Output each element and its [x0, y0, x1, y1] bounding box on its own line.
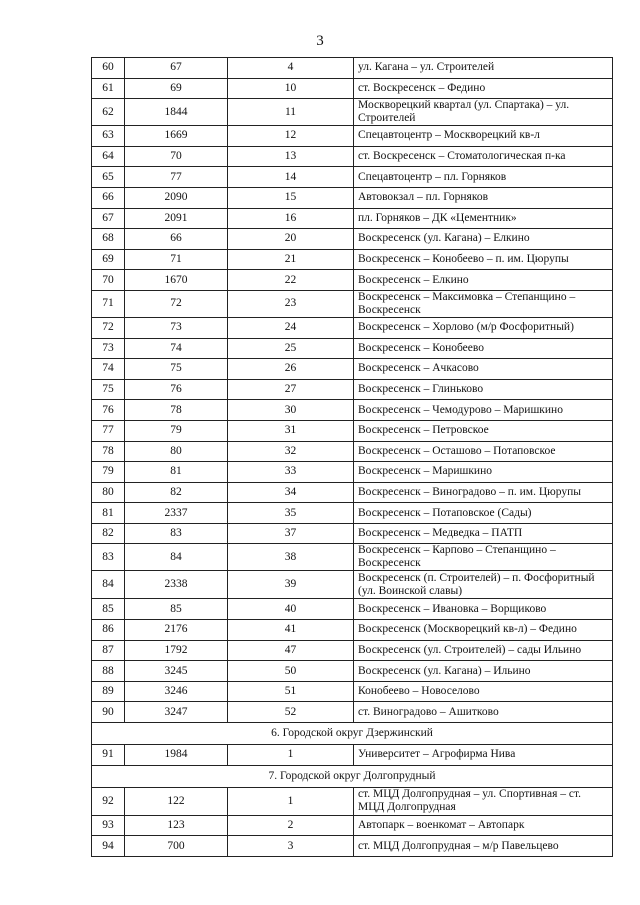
route-number-cell: 38 — [228, 544, 354, 571]
route-name-cell: Воскресенск (ул. Кагана) – Елкино — [354, 229, 613, 250]
routes-table-body — [92, 58, 613, 857]
table-row — [92, 503, 613, 524]
route-name-cell: Воскресенск – Конобеево — [354, 338, 613, 359]
registration-number-cell: 2338 — [125, 571, 228, 599]
route-number-cell: 47 — [228, 640, 354, 661]
route-number-cell: 1 — [228, 787, 354, 815]
route-name-cell: Воскресенск – Петровское — [354, 420, 613, 441]
table-row — [92, 441, 613, 462]
registration-number-cell: 75 — [125, 359, 228, 380]
registration-number-cell: 73 — [125, 317, 228, 338]
route-number-cell: 40 — [228, 599, 354, 620]
registration-number-cell: 69 — [125, 78, 228, 99]
registration-number-cell: 2337 — [125, 503, 228, 524]
route-number-cell: 51 — [228, 681, 354, 702]
route-name-cell: Спецавтоцентр – пл. Горняков — [354, 167, 613, 188]
table-row — [92, 599, 613, 620]
table-row — [92, 661, 613, 682]
route-number-cell: 50 — [228, 661, 354, 682]
row-number-cell: 85 — [92, 599, 125, 620]
table-row — [92, 187, 613, 208]
route-name-cell: пл. Горняков – ДК «Цементник» — [354, 208, 613, 229]
route-name-cell: ст. Воскресенск – Федино — [354, 78, 613, 99]
route-name-cell: Воскресенск (Москворецкий кв-л) – Федино — [354, 620, 613, 641]
registration-number-cell: 70 — [125, 146, 228, 167]
table-row — [92, 544, 613, 571]
route-number-cell: 15 — [228, 187, 354, 208]
registration-number-cell: 80 — [125, 441, 228, 462]
row-number-cell: 80 — [92, 482, 125, 503]
registration-number-cell: 1670 — [125, 270, 228, 291]
row-number-cell: 87 — [92, 640, 125, 661]
row-number-cell: 75 — [92, 379, 125, 400]
route-number-cell: 32 — [228, 441, 354, 462]
row-number-cell: 82 — [92, 523, 125, 544]
table-row — [92, 571, 613, 599]
row-number-cell: 81 — [92, 503, 125, 524]
registration-number-cell: 1792 — [125, 640, 228, 661]
table-row — [92, 815, 613, 836]
row-number-cell: 74 — [92, 359, 125, 380]
table-row — [92, 78, 613, 99]
registration-number-cell: 77 — [125, 167, 228, 188]
table-row — [92, 229, 613, 250]
row-number-cell: 77 — [92, 420, 125, 441]
registration-number-cell: 72 — [125, 290, 228, 317]
table-row — [92, 317, 613, 338]
table-row — [92, 420, 613, 441]
route-name-cell: Москворецкий квартал (ул. Спартака) – ул. Строителей — [354, 99, 613, 126]
route-name-cell: Воскресенск (п. Строителей) – п. Фосфоритный (ул. Воинской славы) — [354, 571, 613, 599]
registration-number-cell: 81 — [125, 462, 228, 483]
route-number-cell: 3 — [228, 836, 354, 857]
route-number-cell: 2 — [228, 815, 354, 836]
route-number-cell: 22 — [228, 270, 354, 291]
route-number-cell: 11 — [228, 99, 354, 126]
registration-number-cell: 1984 — [125, 745, 228, 766]
registration-number-cell: 82 — [125, 482, 228, 503]
row-number-cell: 64 — [92, 146, 125, 167]
route-number-cell: 52 — [228, 702, 354, 723]
route-name-cell: Автовокзал – пл. Горняков — [354, 187, 613, 208]
route-number-cell: 35 — [228, 503, 354, 524]
row-number-cell: 76 — [92, 400, 125, 421]
route-number-cell: 24 — [228, 317, 354, 338]
route-number-cell: 27 — [228, 379, 354, 400]
table-row — [92, 482, 613, 503]
route-name-cell: ст. Воскресенск – Стоматологическая п-ка — [354, 146, 613, 167]
registration-number-cell: 76 — [125, 379, 228, 400]
route-number-cell: 14 — [228, 167, 354, 188]
route-name-cell: Воскресенск – Виноградово – п. им. Цюрупы — [354, 482, 613, 503]
registration-number-cell: 66 — [125, 229, 228, 250]
routes-table — [91, 57, 613, 857]
route-number-cell: 16 — [228, 208, 354, 229]
registration-number-cell: 79 — [125, 420, 228, 441]
row-number-cell: 73 — [92, 338, 125, 359]
section-title: 6. Городской округ Дзержинский — [92, 723, 613, 745]
table-row — [92, 745, 613, 766]
route-name-cell: ст. МЦД Долгопрудная – м/р Павельцево — [354, 836, 613, 857]
page-number: 3 — [316, 33, 324, 49]
table-row — [92, 462, 613, 483]
route-number-cell: 39 — [228, 571, 354, 599]
table-row — [92, 126, 613, 147]
route-name-cell: Воскресенск – Конобеево – п. им. Цюрупы — [354, 249, 613, 270]
route-name-cell: Автопарк – военкомат – Автопарк — [354, 815, 613, 836]
table-row — [92, 523, 613, 544]
row-number-cell: 83 — [92, 544, 125, 571]
table-row — [92, 379, 613, 400]
registration-number-cell: 122 — [125, 787, 228, 815]
registration-number-cell: 3246 — [125, 681, 228, 702]
route-number-cell: 13 — [228, 146, 354, 167]
route-name-cell: Спецавтоцентр – Москворецкий кв-л — [354, 126, 613, 147]
registration-number-cell: 123 — [125, 815, 228, 836]
route-number-cell: 4 — [228, 58, 354, 79]
route-name-cell: Воскресенск – Ивановка – Ворщиково — [354, 599, 613, 620]
table-row — [92, 787, 613, 815]
route-name-cell: Воскресенск – Осташово – Потаповское — [354, 441, 613, 462]
table-row — [92, 270, 613, 291]
route-name-cell: ст. Виноградово – Ашитково — [354, 702, 613, 723]
table-row — [92, 146, 613, 167]
route-name-cell: Воскресенск – Чемодурово – Маришкино — [354, 400, 613, 421]
table-row — [92, 620, 613, 641]
row-number-cell: 90 — [92, 702, 125, 723]
route-name-cell: Воскресенск – Медведка – ПАТП — [354, 523, 613, 544]
registration-number-cell: 2176 — [125, 620, 228, 641]
route-number-cell: 31 — [228, 420, 354, 441]
route-name-cell: Университет – Агрофирма Нива — [354, 745, 613, 766]
table-row — [92, 836, 613, 857]
registration-number-cell: 67 — [125, 58, 228, 79]
row-number-cell: 79 — [92, 462, 125, 483]
table-row — [92, 99, 613, 126]
row-number-cell: 69 — [92, 249, 125, 270]
registration-number-cell: 3245 — [125, 661, 228, 682]
route-name-cell: Воскресенск – Елкино — [354, 270, 613, 291]
row-number-cell: 60 — [92, 58, 125, 79]
registration-number-cell: 1669 — [125, 126, 228, 147]
row-number-cell: 92 — [92, 787, 125, 815]
row-number-cell: 68 — [92, 229, 125, 250]
route-number-cell: 37 — [228, 523, 354, 544]
table-row — [92, 249, 613, 270]
route-name-cell: Воскресенск (ул. Кагана) – Ильино — [354, 661, 613, 682]
section-header-row — [92, 723, 613, 745]
row-number-cell: 86 — [92, 620, 125, 641]
registration-number-cell: 84 — [125, 544, 228, 571]
section-title: 7. Городской округ Долгопрудный — [92, 765, 613, 787]
row-number-cell: 70 — [92, 270, 125, 291]
route-name-cell: Воскресенск – Карпово – Степанщино – Воскресенск — [354, 544, 613, 571]
route-number-cell: 33 — [228, 462, 354, 483]
registration-number-cell: 3247 — [125, 702, 228, 723]
table-row — [92, 640, 613, 661]
table-row — [92, 338, 613, 359]
route-name-cell: ст. МЦД Долгопрудная – ул. Спортивная – ст. МЦД Долгопрудная — [354, 787, 613, 815]
route-name-cell: Воскресенск – Ачкасово — [354, 359, 613, 380]
row-number-cell: 65 — [92, 167, 125, 188]
route-number-cell: 10 — [228, 78, 354, 99]
row-number-cell: 78 — [92, 441, 125, 462]
route-number-cell: 34 — [228, 482, 354, 503]
row-number-cell: 61 — [92, 78, 125, 99]
section-header-row — [92, 765, 613, 787]
route-number-cell: 12 — [228, 126, 354, 147]
row-number-cell: 93 — [92, 815, 125, 836]
route-number-cell: 20 — [228, 229, 354, 250]
table-row — [92, 167, 613, 188]
route-number-cell: 25 — [228, 338, 354, 359]
registration-number-cell: 71 — [125, 249, 228, 270]
route-name-cell: Воскресенск – Маришкино — [354, 462, 613, 483]
route-number-cell: 30 — [228, 400, 354, 421]
registration-number-cell: 2090 — [125, 187, 228, 208]
registration-number-cell: 78 — [125, 400, 228, 421]
row-number-cell: 66 — [92, 187, 125, 208]
row-number-cell: 88 — [92, 661, 125, 682]
table-row — [92, 359, 613, 380]
route-name-cell: Воскресенск – Хорлово (м/р Фосфоритный) — [354, 317, 613, 338]
registration-number-cell: 74 — [125, 338, 228, 359]
table-row — [92, 290, 613, 317]
route-number-cell: 1 — [228, 745, 354, 766]
table-row — [92, 58, 613, 79]
row-number-cell: 84 — [92, 571, 125, 599]
row-number-cell: 67 — [92, 208, 125, 229]
row-number-cell: 71 — [92, 290, 125, 317]
table-row — [92, 400, 613, 421]
route-name-cell: Воскресенск – Потаповское (Сады) — [354, 503, 613, 524]
row-number-cell: 89 — [92, 681, 125, 702]
row-number-cell: 62 — [92, 99, 125, 126]
route-name-cell: Воскресенск – Максимовка – Степанщино – Воскресенск — [354, 290, 613, 317]
route-name-cell: Конобеево – Новоселово — [354, 681, 613, 702]
table-row — [92, 208, 613, 229]
row-number-cell: 94 — [92, 836, 125, 857]
table-row — [92, 702, 613, 723]
route-name-cell: ул. Кагана – ул. Строителей — [354, 58, 613, 79]
route-name-cell: Воскресенск – Глиньково — [354, 379, 613, 400]
registration-number-cell: 83 — [125, 523, 228, 544]
registration-number-cell: 2091 — [125, 208, 228, 229]
registration-number-cell: 85 — [125, 599, 228, 620]
route-number-cell: 21 — [228, 249, 354, 270]
route-number-cell: 26 — [228, 359, 354, 380]
row-number-cell: 63 — [92, 126, 125, 147]
route-name-cell: Воскресенск (ул. Строителей) – сады Ильино — [354, 640, 613, 661]
row-number-cell: 91 — [92, 745, 125, 766]
registration-number-cell: 1844 — [125, 99, 228, 126]
row-number-cell: 72 — [92, 317, 125, 338]
table-row — [92, 681, 613, 702]
registration-number-cell: 700 — [125, 836, 228, 857]
route-number-cell: 23 — [228, 290, 354, 317]
route-number-cell: 41 — [228, 620, 354, 641]
